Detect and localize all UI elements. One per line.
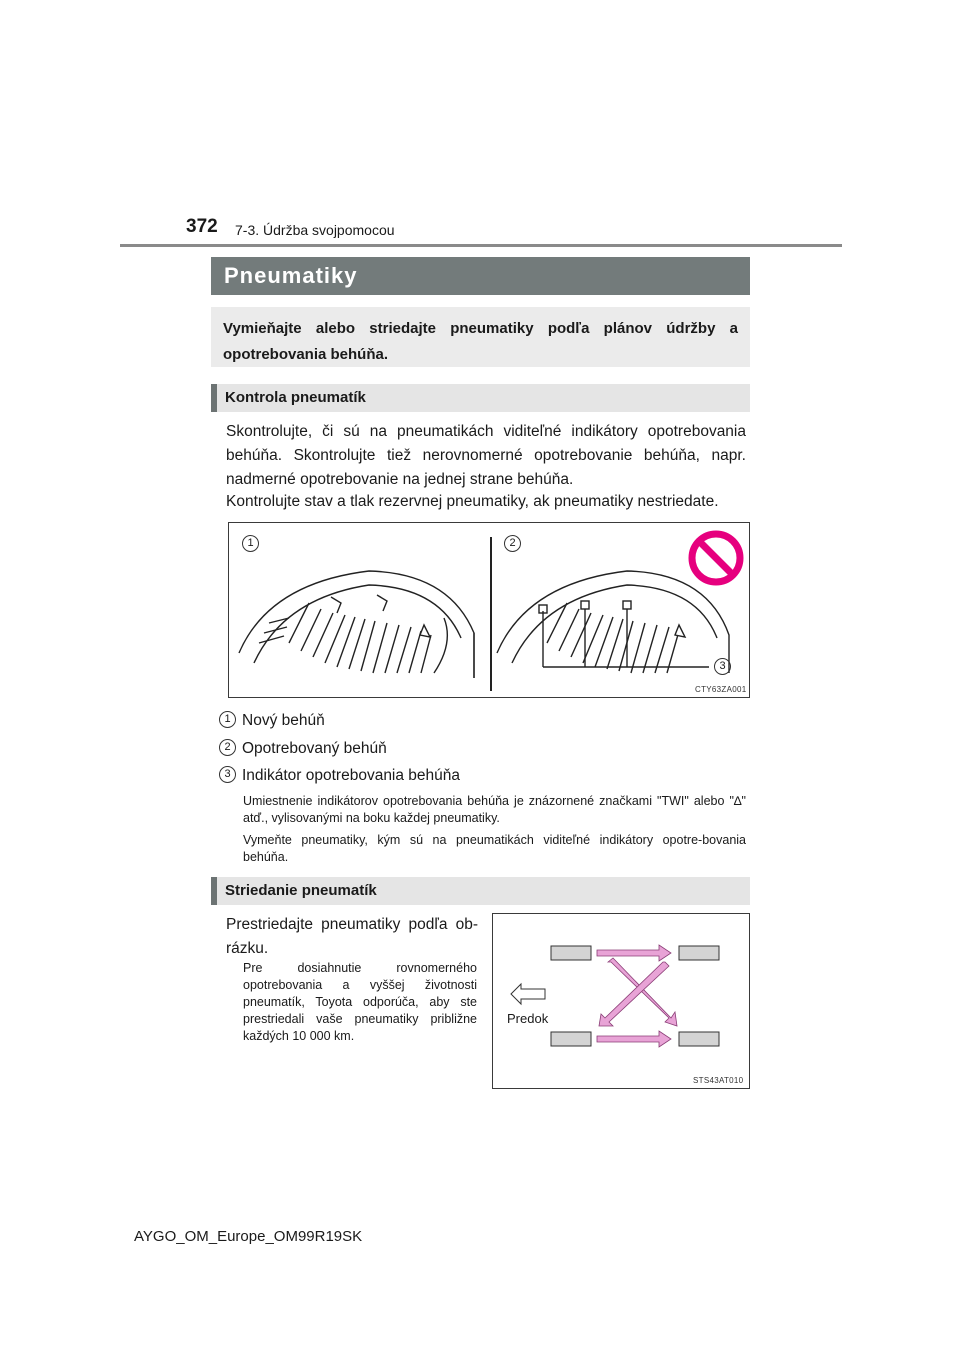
footer-doc-id: AYGO_OM_Europe_OM99R19SK — [134, 1228, 363, 1245]
marker-3: 3 — [714, 658, 731, 675]
chapter-title: 7-3. Údržba svojpomocou — [235, 222, 395, 238]
list-item-new-tread: Nový behúň — [242, 712, 325, 729]
arrow-rear — [597, 1031, 671, 1047]
tire-rotation-figure — [492, 913, 750, 1089]
tire-wear-illustration — [229, 523, 749, 697]
tire-rear-left — [551, 1032, 591, 1046]
page-title: Pneumatiky — [211, 257, 750, 295]
paragraph-rotate: Prestriedajte pneumatiky podľa ob-rázku. — [226, 916, 478, 957]
new-tread-tire — [239, 571, 474, 678]
list-item-worn-tread: Opotrebovaný behúň — [242, 740, 387, 757]
arrow-front — [597, 945, 671, 961]
header-rule — [120, 244, 842, 247]
tire-front-left — [551, 946, 591, 960]
note-replace: Vymeňte pneumatiky, kým sú na pneumatikách viditeľné indikátory opotre-bovania behúňa. — [243, 833, 746, 864]
rotation-figure-code: STS43AT010 — [693, 1076, 744, 1085]
paragraph-spare: Kontrolujte stav a tlak rezervnej pneumatiky, ak pneumatiky nestriedate. — [226, 493, 719, 510]
page-number: 372 — [186, 216, 218, 237]
list-badge-3: 3 — [219, 766, 236, 783]
tire-front-right — [679, 946, 719, 960]
tire-rear-right — [679, 1032, 719, 1046]
tire-wear-figure — [228, 522, 750, 698]
list-badge-1: 1 — [219, 711, 236, 728]
paragraph-check: Skontrolujte, či sú na pneumatikách viditeľné indikátory opotrebovania behúňa. Skontrolujte tiež nerovnomerné opotrebovanie behúňa, napr. nadmerné opotrebovanie na jednej strane behúňa. — [226, 423, 746, 488]
marker-1: 1 — [242, 535, 259, 552]
section-heading-rotation: Striedanie pneumatík — [211, 877, 750, 905]
front-label: Predok — [507, 1011, 549, 1026]
front-direction-arrow — [511, 984, 545, 1004]
note-rotation-interval: Pre dosiahnutie rovnomerného opotrebovania a vyššej životnosti pneumatík, Toyota odporúča, aby ste prestriedali vaše pneumatiky približne každých 10 000 km. — [243, 961, 477, 1043]
arrow-diagonal-2 — [599, 962, 669, 1026]
no-entry-icon — [692, 534, 740, 582]
tire-rotation-diagram — [493, 914, 749, 1088]
worn-tread-tire — [497, 571, 729, 673]
intro-box: Vymieňajte alebo striedajte pneumatiky podľa plánov údržby a opotrebovania behúňa. — [211, 307, 750, 367]
marker-2: 2 — [504, 535, 521, 552]
section-heading-tire-check: Kontrola pneumatík — [211, 384, 750, 412]
note-twi: Umiestnenie indikátorov opotrebovania behúňa je znázornené značkami "TWI" alebo "∆" atď., vylisovanými na boku každej pneumatiky. — [243, 794, 746, 825]
list-badge-2: 2 — [219, 739, 236, 756]
list-item-wear-indicator: Indikátor opotrebovania behúňa — [242, 767, 461, 784]
figure-code: CTY63ZA001 — [695, 685, 747, 694]
